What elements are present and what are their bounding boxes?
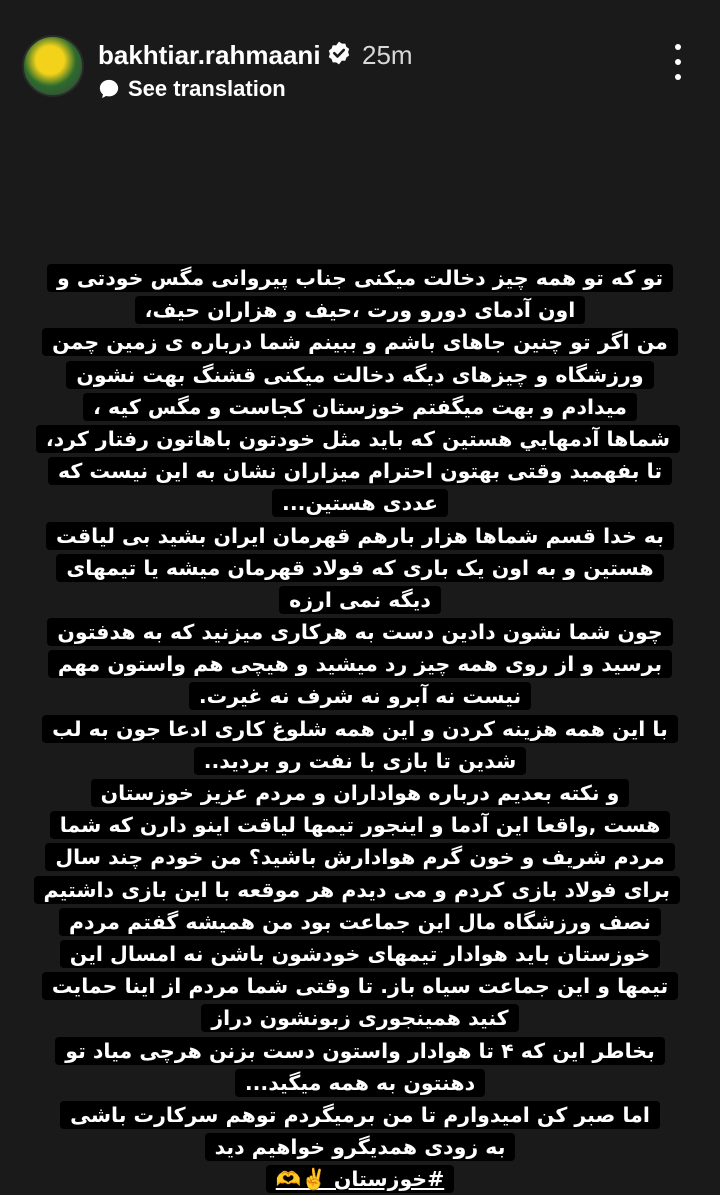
hashtag-khuzestan[interactable]: #خوزستان ✌️🫶 bbox=[40, 1163, 680, 1195]
story-text-line: میدادم و بهت میگفتم خوزستان کجاست و مگس کیه ، bbox=[40, 391, 680, 423]
story-text-line: نصف ورزشگاه مال این جماعت بود من همیشه گفتم مردم bbox=[40, 906, 680, 938]
story-text-line: برسید و از روی همه چیز رد میشید و هیچی هم واستون مهم bbox=[40, 648, 680, 680]
see-translation-label: See translation bbox=[128, 76, 286, 101]
verified-badge-icon bbox=[326, 40, 352, 66]
story-text-line: تیمها و این جماعت سیاه باز. تا وقتی شما مردم از اینا حمایت bbox=[40, 970, 680, 1002]
story-text-line: برای فولاد بازی کردم و می دیدم هر موقعه با این بازی داشتیم bbox=[40, 874, 680, 906]
see-translation-button[interactable] bbox=[98, 76, 286, 102]
story-text-line: تو که تو همه چیز دخالت میکنی جناب پیروانی مگس خودتی و bbox=[40, 262, 680, 294]
story-text-line: و نکته بعدیم درباره هواداران و مردم عزیز خوزستان bbox=[40, 777, 680, 809]
story-text-line: مردم شریف و خون گرم هوادارش باشید؟ من خودم چند سال bbox=[40, 841, 680, 873]
story-text-line: بخاطر این که ۴ تا هوادار واستون دست بزنن هرچی میاد تو bbox=[40, 1035, 680, 1067]
story-text-line: به خدا قسم شماها هزار بارهم قهرمان ایران بشید بی لیاقت bbox=[40, 520, 680, 552]
story-text-overlay bbox=[40, 262, 680, 1195]
story-text-line: با این همه هزینه کردن و این همه شلوغ کاری ادعا جون به لب bbox=[40, 713, 680, 745]
more-options-icon[interactable] bbox=[668, 44, 688, 80]
story-text-line: نیست نه آبرو نه شرف نه غیرت. bbox=[40, 680, 680, 712]
story-text-line: دیگه نمی ارزه bbox=[40, 584, 680, 616]
story-text-line: من اگر تو چنین جاهای باشم و ببینم شما درباره ی زمین چمن bbox=[40, 326, 680, 358]
story-text-line: شدین تا بازی با نفت رو بردید.. bbox=[40, 745, 680, 777]
username[interactable]: bakhtiar.rahmaani bbox=[98, 40, 321, 70]
story-text-line: کنید همینجوری زبونشون دراز bbox=[40, 1002, 680, 1034]
story-text-line: تا بفهمید وقتی بهتون احترام میزاران نشان به این نیست که bbox=[40, 455, 680, 487]
story-text-line: چون شما نشون دادین دست به هرکاری میزنید که به هدفتون bbox=[40, 616, 680, 648]
story-text-line: اما صبر کن امیدوارم تا من برمیگردم توهم سرکارت باشی bbox=[40, 1099, 680, 1131]
story-text-line: هست ,واقعا این آدما و اینجور تیمها لیاقت اینو دارن که شما bbox=[40, 809, 680, 841]
story-text-line: هستین و به اون یک باری که فولاد قهرمان میشه یا تیمهای bbox=[40, 552, 680, 584]
translate-icon bbox=[98, 78, 120, 100]
story-text-line: دهنتون به همه میگید... bbox=[40, 1067, 680, 1099]
profile-avatar[interactable] bbox=[22, 35, 84, 97]
story-text-line: خوزستان باید هوادار تیمهای خودشون باشن نه امسال این bbox=[40, 938, 680, 970]
story-text-line: اون آدمای دورو ورت ،حیف و هزاران حیف، bbox=[40, 294, 680, 326]
story-text-line: به زودی همدیگرو خواهیم دید bbox=[40, 1131, 680, 1163]
story-header bbox=[0, 0, 720, 120]
post-time: 25m bbox=[362, 40, 413, 70]
story-text-line: عددی هستین... bbox=[40, 487, 680, 519]
story-text-line: شماها آدمهایي هستین که باید مثل خودتون باهاتون رفتار کرد، bbox=[40, 423, 680, 455]
story-text-line: ورزشگاه و چیزهای دیگه دخالت میکنی قشنگ بهت نشون bbox=[40, 359, 680, 391]
